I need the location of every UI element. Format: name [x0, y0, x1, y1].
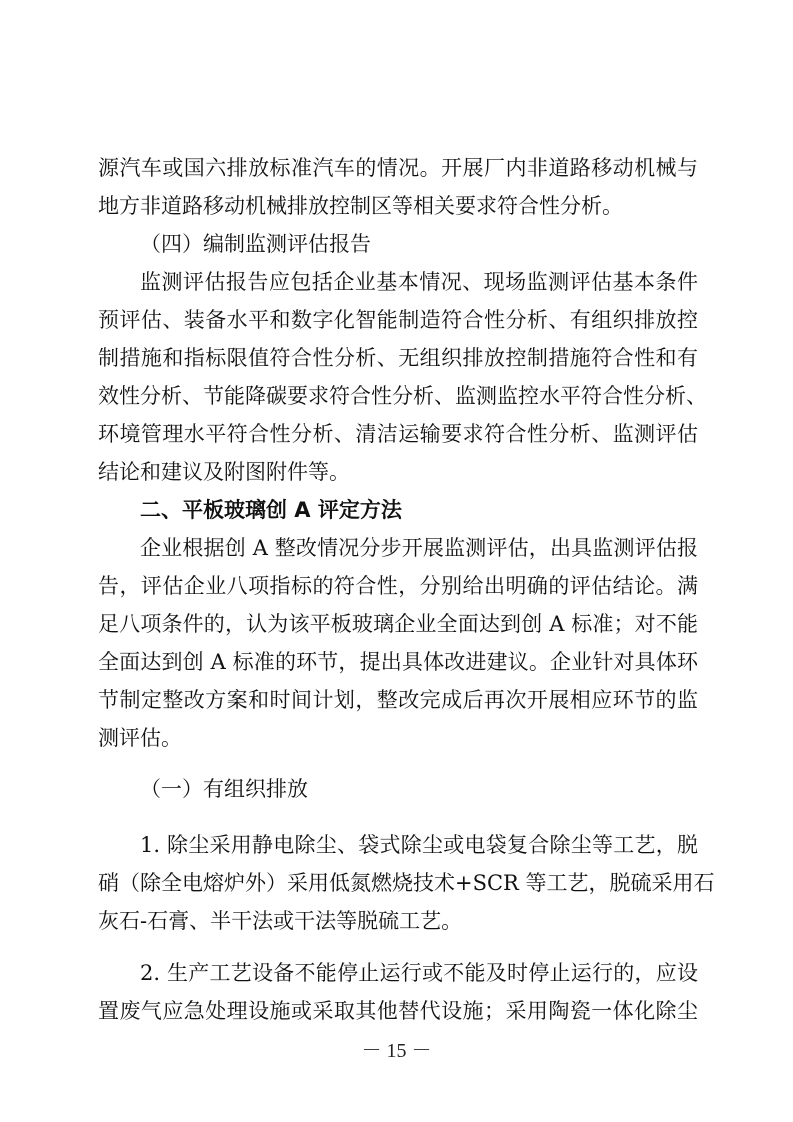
section-heading: 二、平板玻璃创 A 评定方法 — [140, 498, 402, 522]
body-line: 源汽车或国六排放标准汽车的情况。开展厂内非道路移动机械与 — [98, 156, 698, 180]
body-line: 硝（除全电熔炉外）采用低氮燃烧技术+SCR 等工艺，脱硫采用石 — [98, 871, 715, 895]
body-line: 灰石-石膏、半干法或干法等脱硫工艺。 — [98, 909, 463, 933]
paragraph-first-line: 监测评估报告应包括企业基本情况、现场监测评估基本条件 — [140, 270, 698, 294]
body-line: 地方非道路移动机械排放控制区等相关要求符合性分析。 — [98, 194, 623, 218]
body-line: 足八项条件的，认为该平板玻璃企业全面达到创 A 标准；对不能 — [98, 612, 698, 636]
body-line: 制措施和指标限值符合性分析、无组织排放控制措施符合性和有 — [98, 346, 698, 370]
body-line: 效性分析、节能降碳要求符合性分析、监测监控水平符合性分析、 — [98, 384, 707, 408]
page-number: － 15 － — [361, 1040, 432, 1062]
list-item-first-line: 1. 除尘采用静电除尘、袋式除尘或电袋复合除尘等工艺，脱 — [140, 833, 698, 857]
paragraph-first-line: 企业根据创 A 整改情况分步开展监测评估，出具监测评估报 — [140, 536, 698, 560]
body-line: 结论和建议及附图附件等。 — [98, 460, 350, 484]
list-item-first-line: 2. 生产工艺设备不能停止运行或不能及时停止运行的，应设 — [140, 961, 698, 985]
body-line: 全面达到创 A 标准的环节，提出具体改进建议。企业针对具体环 — [98, 650, 698, 674]
body-line: 测评估。 — [98, 726, 182, 750]
body-line: 节制定整改方案和时间计划，整改完成后再次开展相应环节的监 — [98, 688, 698, 712]
section-subheading: （四）编制监测评估报告 — [140, 232, 371, 256]
body-line: 置废气应急处理设施或采取其他替代设施；采用陶瓷一体化除尘 — [98, 999, 698, 1023]
body-line: 告，评估企业八项指标的符合性，分别给出明确的评估结论。满 — [98, 574, 698, 598]
body-line: 预评估、装备水平和数字化智能制造符合性分析、有组织排放控 — [98, 308, 698, 332]
section-subheading: （一）有组织排放 — [140, 777, 308, 801]
body-line: 环境管理水平符合性分析、清洁运输要求符合性分析、监测评估 — [98, 422, 698, 446]
